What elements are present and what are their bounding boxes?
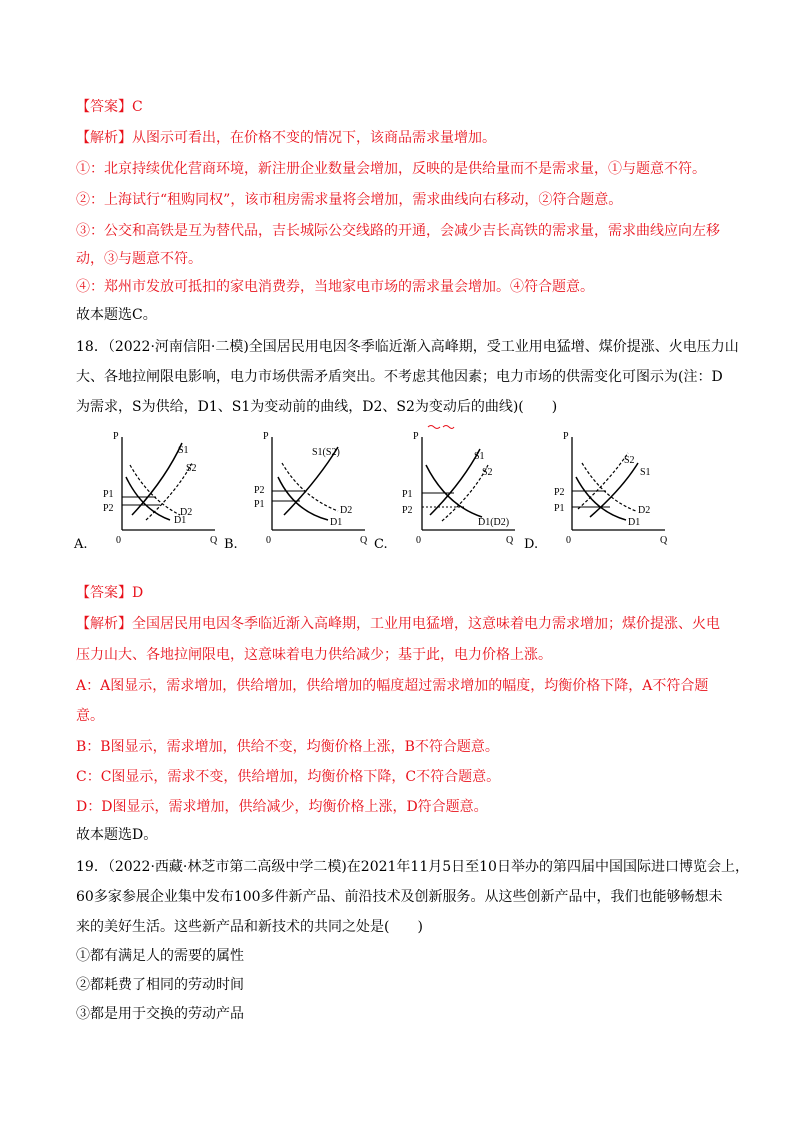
question-18-stem-1: 18．（2022·河南信阳·二模)全国居民用电因冬季临近渐入高峰期，受工业用电猛增、煤价提涨、火电压力山 xyxy=(76,339,739,355)
axis-q-label: Q xyxy=(660,535,668,546)
graph-b xyxy=(220,425,370,555)
price-label-upper: P1 xyxy=(402,489,413,500)
answer-value: C xyxy=(132,99,143,115)
curve-s1 xyxy=(430,449,480,515)
curve-d2 xyxy=(130,465,180,515)
graph-a-svg xyxy=(70,425,220,555)
answer-value: D xyxy=(132,585,144,601)
analysis-text-cont: 压力山大、各地拉闸限电，这意味着电力供给减少；基于此，电力价格上涨。 xyxy=(76,647,552,663)
option-graphs xyxy=(70,425,730,555)
axis-q-label: Q xyxy=(210,535,218,546)
curve-label: D1 xyxy=(330,517,343,528)
graph-a xyxy=(70,425,220,555)
answer-line-17 xyxy=(76,97,143,117)
price-label-lower: P1 xyxy=(254,499,265,510)
option-label-a: A. xyxy=(74,537,88,552)
price-label-upper: P2 xyxy=(554,487,565,498)
graph-d-svg xyxy=(520,425,670,555)
origin-label: 0 xyxy=(566,535,571,546)
question-18-stem-2: 大、各地拉闸限电影响，电力市场供需矛盾突出。不考虑其他因素；电力市场的供需变化可图示为(注：D xyxy=(76,369,723,385)
analysis-item-3: ③：公交和高铁是互为替代品，吉长城际公交线路的开通，会减少吉长高铁的需求量，需求曲线应向左移 xyxy=(76,223,720,239)
axis-p-label: P xyxy=(563,431,569,442)
curve-label: D1(D2) xyxy=(478,517,510,528)
option-label-d: D. xyxy=(524,537,539,552)
curve-label: D2 xyxy=(638,505,651,516)
axis-p-label: P xyxy=(113,431,119,442)
curve-d2 xyxy=(582,463,636,511)
curve-label: S1 xyxy=(640,467,651,478)
curve-label: S2 xyxy=(186,463,197,474)
curve-d1 xyxy=(576,477,626,520)
analysis-item-4: ④：郑州市发放可抵扣的家电消费券，当地家电市场的需求量会增加。④符合题意。 xyxy=(76,279,594,295)
analysis-item-1: ①：北京持续优化营商环境，新注册企业数量会增加，反映的是供给量而不是需求量，①与题意不符。 xyxy=(76,161,706,177)
question-18-stem-3: 为需求，S为供给，D1、S1为变动前的曲线，D2、S2为变动后的曲线)( ) xyxy=(76,399,558,415)
answer-tag: 【答案】 xyxy=(76,585,132,601)
price-label-lower: P1 xyxy=(554,503,565,514)
analysis-intro: 从图示可看出，在价格不变的情况下，该商品需求量增加。 xyxy=(132,130,496,146)
curve-label: S2 xyxy=(624,455,635,466)
curve-label: S1 xyxy=(474,451,485,462)
question-19-choice-3: ③都是用于交换的劳动产品 xyxy=(76,1006,244,1022)
curve-label: S2 xyxy=(482,467,493,478)
question-19-stem-2: 60多家参展企业集中发布100多件新产品、前沿技术及创新服务。从这些创新产品中，我们也能够畅想未 xyxy=(76,889,723,905)
answer-line-18 xyxy=(76,583,143,603)
conclusion-17: 故本题选C。 xyxy=(76,307,157,323)
analysis-option-b: B：B图显示，需求增加，供给不变，均衡价格上涨，B不符合题意。 xyxy=(76,739,499,755)
curve-label: D2 xyxy=(340,505,353,516)
analysis-option-c: C：C图显示，需求不变，供给增加，均衡价格下降，C不符合题意。 xyxy=(76,769,501,785)
graph-c-svg xyxy=(370,425,520,555)
option-label-b: B. xyxy=(224,537,238,552)
curve-s2 xyxy=(578,453,628,509)
price-label-lower: P2 xyxy=(402,505,413,516)
curve-label: D2 xyxy=(180,507,193,518)
analysis-option-a: A：A图显示，需求增加，供给增加，供给增加的幅度超过需求增加的幅度，均衡价格下降，A不符合题 xyxy=(76,678,709,694)
origin-label: 0 xyxy=(116,535,121,546)
curve-label: D1 xyxy=(174,515,187,526)
analysis-text: 全国居民用电因冬季临近渐入高峰期，工业用电猛增，这意味着电力需求增加；煤价提涨、火电 xyxy=(132,616,720,632)
option-label-c: C. xyxy=(374,537,388,552)
curve-label: D1 xyxy=(628,517,641,528)
axis-q-label: Q xyxy=(360,535,368,546)
price-label-upper: P1 xyxy=(103,489,114,500)
question-19-stem-3: 来的美好生活。这些新产品和新技术的共同之处是( ) xyxy=(76,919,423,935)
analysis-option-d: D：D图显示，需求增加，供给减少，均衡价格上涨，D符合题意。 xyxy=(76,799,488,815)
question-19-choice-2: ②都耗费了相同的劳动时间 xyxy=(76,977,244,993)
axis-p-label: P xyxy=(413,431,419,442)
analysis-tag: 【解析】 xyxy=(76,130,132,146)
axis-q-label: Q xyxy=(506,535,514,546)
graph-c xyxy=(370,425,520,555)
analysis-line-17 xyxy=(76,128,496,148)
analysis-line-18 xyxy=(76,614,720,634)
price-label-upper: P2 xyxy=(254,485,265,496)
graph-d xyxy=(520,425,670,555)
curve-label: S1 xyxy=(178,445,189,456)
curve-label: S1(S2) xyxy=(312,447,340,458)
origin-label: 0 xyxy=(266,535,271,546)
graph-b-svg xyxy=(220,425,370,555)
axis-p-label: P xyxy=(263,431,269,442)
question-19-choice-1: ①都有满足人的需要的属性 xyxy=(76,948,244,964)
analysis-item-3-cont: 动，③与题意不符。 xyxy=(76,251,202,267)
answer-tag: 【答案】 xyxy=(76,99,132,115)
origin-label: 0 xyxy=(416,535,421,546)
analysis-option-a-cont: 意。 xyxy=(76,708,104,724)
question-19-stem-1: 19．（2022·西藏·林芝市第二高级中学二模)在2021年11月5日至10日举办的第四届中国国际进口博览会上， xyxy=(76,859,749,875)
analysis-tag: 【解析】 xyxy=(76,616,132,632)
analysis-item-2: ②：上海试行“租购同权”，该市租房需求量将会增加，需求曲线向右移动，②符合题意。 xyxy=(76,192,623,208)
conclusion-18: 故本题选D。 xyxy=(76,827,158,843)
price-label-lower: P2 xyxy=(103,503,114,514)
